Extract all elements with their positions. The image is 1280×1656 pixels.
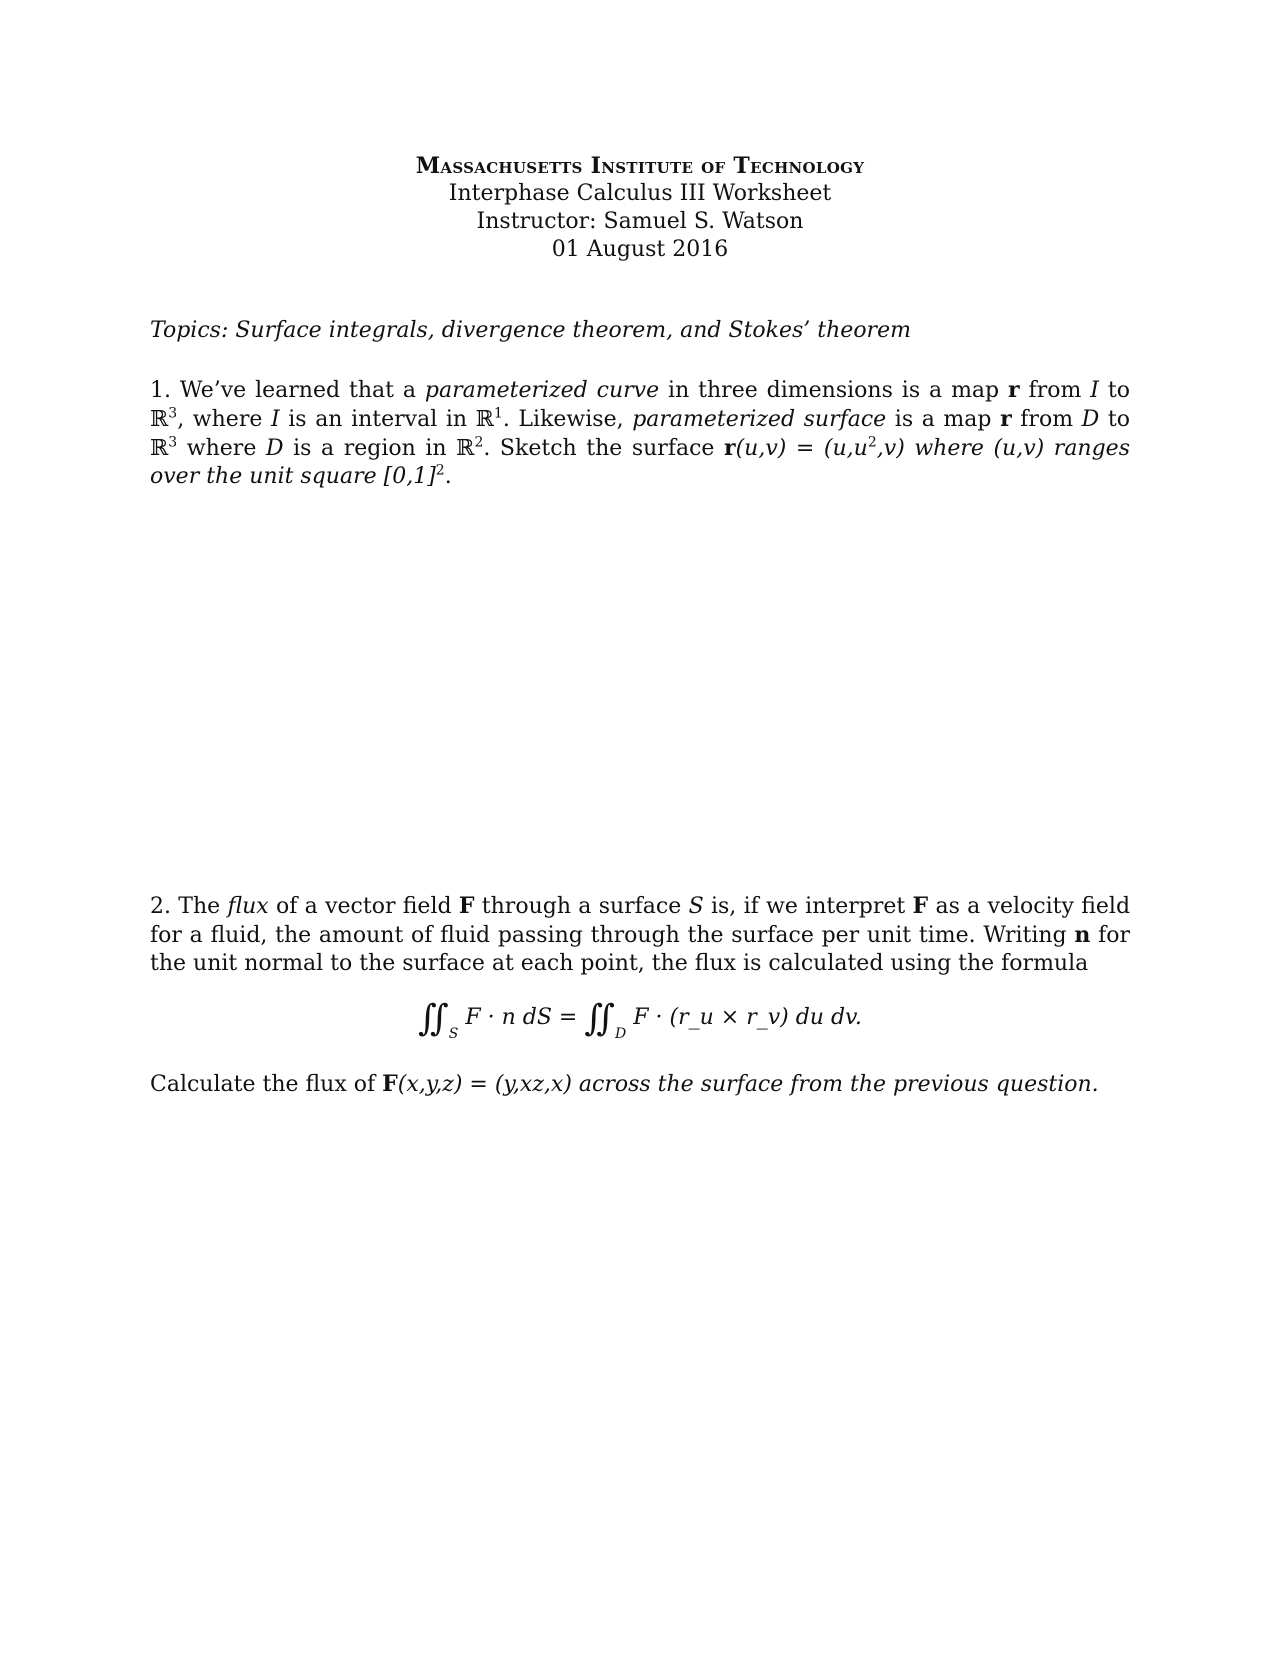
q1-math: ,v) where (u,v) ranges over the unit square [0,1] <box>150 436 1130 489</box>
date-line: 01 August 2016 <box>551 237 729 262</box>
q2-text: as a velocity field for a fluid, the amount of fluid passing through the surface per unit time. Writing <box>150 894 1131 948</box>
flux-formula <box>0 998 1280 1042</box>
q2b-math: (x,y,z) = (y,xz,x) across the surface from the previous question. <box>397 1072 1099 1097</box>
q1-text: to ℝ <box>150 407 1130 461</box>
topics-line: Topics: Surface integrals, divergence theorem, and Stokes’ theorem <box>150 318 911 343</box>
q1-text: is a region in ℝ <box>283 436 475 461</box>
q1-text: is an interval in ℝ <box>279 407 494 432</box>
question-2-prompt <box>150 1070 1130 1099</box>
q1-var-d: D <box>1081 407 1100 432</box>
q1-var-d: D <box>265 436 284 461</box>
q2-text: for the unit normal to the surface at each point, the flux is calculated using the formula <box>150 923 1130 976</box>
formula-lhs: F · n dS = <box>465 1005 578 1030</box>
q1-var-i: I <box>1090 378 1099 403</box>
q2-vector-f: F <box>912 893 929 919</box>
q1-superscript: 2 <box>435 462 445 479</box>
q1-text: 1. We’ve learned that a <box>150 378 425 403</box>
q1-text: . Likewise, <box>502 407 633 432</box>
q2-text: is, if we interpret <box>703 894 913 919</box>
q1-text: . Sketch the surface <box>483 436 724 461</box>
integral-limit: D <box>615 1026 627 1042</box>
q2-text: 2. The <box>150 894 228 919</box>
q1-superscript: 3 <box>168 434 178 451</box>
q1-superscript: 2 <box>867 434 877 451</box>
q2-vector-n: n <box>1074 922 1091 948</box>
q1-text: where <box>177 436 266 461</box>
double-integral-sign: ∬ <box>418 998 449 1039</box>
q1-text: is a map <box>886 407 1001 432</box>
course-title: Interphase Calculus III Worksheet <box>448 181 832 206</box>
q2-text: of a vector field <box>268 894 459 919</box>
q1-vector-r: r <box>724 435 736 461</box>
q1-math: (u,v) = (u,u <box>735 436 868 461</box>
q2-em-flux: flux <box>227 894 269 919</box>
q1-text: from <box>1019 378 1091 403</box>
document-header <box>0 152 1280 264</box>
question-1 <box>150 376 1130 491</box>
integral-limit: S <box>448 1026 459 1042</box>
q1-superscript: 3 <box>168 405 178 422</box>
institution-name: Massachusetts Institute of Technology <box>415 153 865 179</box>
q2-vector-f: F <box>458 893 475 919</box>
q1-text: to ℝ <box>150 378 1130 432</box>
q1-vector-r: r <box>1008 377 1020 403</box>
q2b-text: Calculate the flux of <box>150 1072 383 1097</box>
q1-em-curve: parameterized curve <box>424 378 660 403</box>
double-integral-sign: ∬ <box>584 998 616 1039</box>
instructor-line: Instructor: Samuel S. Watson <box>476 209 804 234</box>
q1-var-i: I <box>270 407 280 432</box>
q1-text: . <box>444 464 452 489</box>
q1-text: from <box>1011 407 1082 432</box>
q1-text: in three dimensions is a map <box>659 378 1009 403</box>
q1-vector-r: r <box>1000 406 1012 432</box>
q2b-vector-f: F <box>382 1071 398 1097</box>
q1-em-surface: parameterized surface <box>632 407 887 432</box>
q2-text: through a surface <box>474 894 689 919</box>
q1-superscript: 1 <box>493 405 503 422</box>
formula-rhs: F · (r_u × r_v) du dv. <box>633 1005 862 1030</box>
q1-superscript: 2 <box>474 434 484 451</box>
q1-text: , where <box>177 407 271 432</box>
q2-var-s: S <box>688 894 704 919</box>
question-2 <box>150 892 1130 978</box>
